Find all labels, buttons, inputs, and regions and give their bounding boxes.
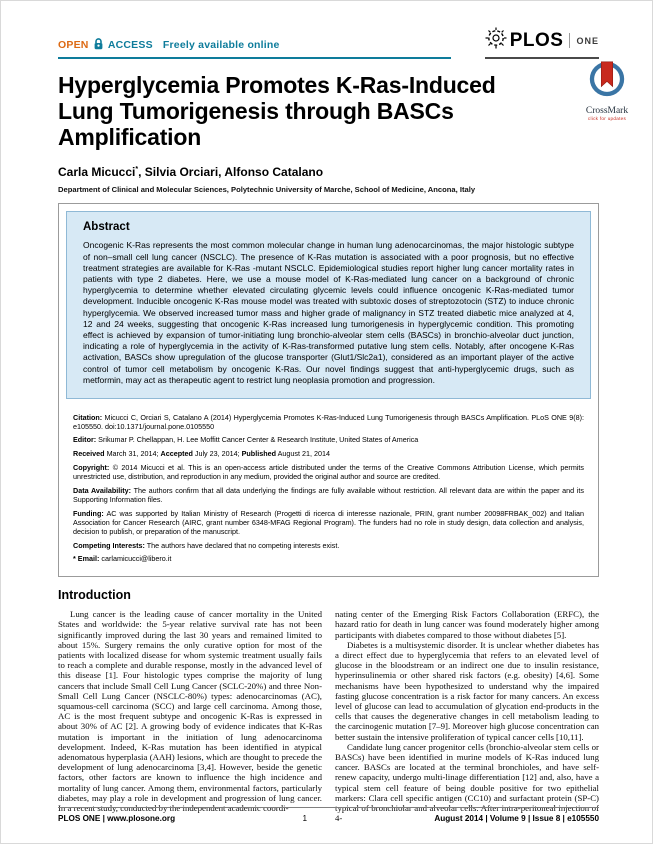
editor-line — [73, 435, 584, 444]
affiliation: Department of Clinical and Molecular Sciences, Polytechnic University of Marche, School of Medicine, Ancona, Italy — [58, 185, 476, 195]
editor-text: Srikumar P. Chellappan, H. Lee Moffitt Cancer Center & Research Institute, United States of America — [96, 435, 419, 445]
copyright-text: © 2014 Micucci et al. This is an open-access article distributed under the terms of the Creative Commons Attribution License, which permits unrestricted use, distribution, and reproduction in any medium, provided the original author and source are credited. — [73, 462, 584, 482]
authors-rest: , Silvia Orciari, Alfonso Catalano — [138, 165, 324, 180]
competing-interests-line — [73, 541, 584, 550]
accepted-date: July 23, 2014; — [192, 449, 242, 459]
abstract-heading: Abstract — [83, 221, 130, 234]
dates-line — [73, 449, 584, 458]
body-paragraph: Diabetes is a multisystemic disorder. It is unclear whether diabetes has a direct effect due to hyperglycemia that refers to an elevated level of glucose in the bloodstream or an indirect one due to insulin resistance, hyperinsulinemia or other shared risk factors (e.g. obesity) [4,6]. Some mechanisms have been hypothesized to understand why the impaired fasting glucose concentration is a risk factor for many cancers. An excess level of glucose can lead to accumulation of glycation end-products in the cells that causes the degenerative changes in cell metabolism leading to the carcinogenic mutation [7–9]. Moreover high glucose concentration can better sustain the intensive proliferation of typical cancer cells [10,11]. — [335, 639, 599, 742]
plos-logo — [485, 27, 599, 59]
plos-logo-divider — [569, 33, 570, 48]
funding-line — [73, 509, 584, 537]
plos-one-label: ONE — [576, 35, 599, 46]
copyright-label: Copyright: — [73, 462, 110, 472]
received-label: Received — [73, 449, 105, 459]
citation-label: Citation: — [73, 412, 103, 422]
body-paragraph: Candidate lung cancer progenitor cells (bronchio-alveolar stem cells or BASCs) have been identified in murine models of K-Ras induced lung cancer. BASCs are located at the terminal bronchioles, and have self-renew capacity, undergo multi-linage differentiation [12] and, also, have a typical stem cell feature of being double positive for two epithelial markers: Clara cell specific antigen (CC10) and surfactant protein (SP-C) typical of bronchiolar and alveolar cells. After intra-peritoneal injection of 4- — [335, 741, 599, 824]
body-paragraph: Lung cancer is the leading cause of cancer mortality in the United States and worldwide: the 5-year relative survival rate has not been significantly improved during the last 30 years and remained limited to about 15%. Surgery remains the only curative option for most of the patients with localized disease for whom systemic treatment usually fails to reach a complete and durable response, mostly in the advanced level of this disease [1]. Four histologic types comprise the majority of lung cancers that include Small Cell Lung Cancer (SCLC-20%) and three Non-Small Cell Lung Cancer (NSCLC-80%) types: adenocarcinomas (AC), squamous-cell carcinoma (SCC) and large cell carcinoma. Among those, AC is the most frequent subtype and oncogenic K-Ras is expressed in about 30% of AC [2]. A growing body of evidence indicates that K-Ras mutation is important in the initiation of lung adenocarcinoma development. Indeed, K-Ras mutation has been identified in atypical adenomatous hyperplasia (AAH) lesions, which are thought to precede the development of lung adenocarcinoma [3,4]. However, beside the genetic factors, other factors are known to influence the high incidence and mortality of lung cancer. Among them, environmental factors, particularly diabetes, may play a role in development and progression of lung cancer. In a recent study, conducted by the independent academic coordi- — [58, 609, 322, 813]
body-paragraph: nating center of the Emerging Risk Factors Collaboration (ERFC), the hazard ratio for death in lung cancer was found moderately higher among participants with diabetes compared to those without diabetes [5]. — [335, 609, 599, 640]
accepted-label: Accepted — [160, 449, 193, 459]
authors-line — [58, 165, 599, 179]
metadata-section — [59, 406, 598, 576]
crossmark-badge[interactable] — [578, 58, 636, 121]
published-label: Published — [241, 449, 276, 459]
competing-interests-label: Competing Interests: — [73, 540, 145, 550]
open-access-open-label: OPEN — [58, 39, 89, 51]
introduction-section — [58, 588, 599, 844]
published-date: August 21, 2014 — [275, 449, 330, 459]
masthead — [58, 27, 599, 59]
front-matter-box — [58, 203, 599, 577]
crossmark-tagline: click for updates — [587, 116, 627, 121]
funding-label: Funding: — [73, 508, 104, 518]
editor-label: Editor: — [73, 435, 97, 445]
plos-sketch-globe-icon — [485, 27, 507, 54]
citation-text: Micucci C, Orciari S, Catalano A (2014) Hyperglycemia Promotes K-Ras-Induced Lung Tumorigenesis through BASCs Amplification. PLoS ONE 9(8): e105550. doi:10.1371/journal.pone.0105550 — [73, 412, 584, 431]
citation-line — [73, 413, 584, 431]
article-title: Hyperglycemia Promotes K-Ras-Induced Lung Tumorigenesis through BASCs Amplification — [58, 72, 496, 150]
footer-issue: August 2014 | Volume 9 | Issue 8 | e105550 — [434, 814, 599, 823]
data-availability-text: The authors confirm that all data underlying the findings are fully available without restriction. All relevant data are within the paper and its Supporting Information files. — [73, 485, 584, 504]
received-date: March 31, 2014; — [104, 449, 161, 459]
email-link[interactable]: carlamicucci@libero.it — [99, 554, 172, 564]
email-label: * Email: — [73, 554, 100, 564]
abstract-text: Oncogenic K-Ras represents the most common molecular change in human lung adenocarcinomas, the major histologic subtype of non–small cell lung cancer (NSCLC). The presence of K-Ras mutation is associated with a poor prognosis, but no effective treatment strategies are available for K-Ras -mutant NSCLC. Epidemiological studies report higher lung cancer mortality rates in patients with type 2 diabetes. Here, we use a mouse model of K-Ras-mediated lung cancer on a background of chronic hyperglycemia to determine whether elevated circulating glycemic levels could influence oncogenic K-Ras-mediated tumor development. Inducible oncogenic K-Ras mouse model was treated with subtoxic doses of streptozotocin (STZ) to induce chronic hyperglycemia. We observed increased tumor mass and higher grade of malignancy in STZ treated diabetic mice analyzed at 4, 12 and 24 weeks, suggesting that oncogenic K-Ras increased lung tumorigenesis in hyperglycemic condition. This promoting effect is achieved by expansion of tumor-initiating lung bronchio-alveolar stem cells (BASCs) in bronchio-alveolar duct junction, indicating a role of hyperglycemia in the activity of K-Ras-transformed putative lung stem cells. Notably, after oncogene K-Ras activation, BASCs show upregulation of the glucose transporter (Glut1/Slc2a1), considered as an important player of the active control of tumor cell metabolism by oncogenic K-Ras. Our novel findings suggest that anti-hyperglycemic drugs, such as metformin, may act as therapeutic agent to restrict lung neoplasia promotion and progression. — [83, 240, 574, 385]
crossmark-bookmark-icon — [586, 87, 628, 104]
copyright-line — [73, 463, 584, 481]
data-availability-line — [73, 486, 584, 504]
introduction-heading: Introduction — [58, 588, 131, 603]
footer-page-number: 1 — [302, 814, 307, 823]
email-line — [73, 554, 584, 563]
data-availability-label: Data Availability: — [73, 485, 132, 495]
open-access-banner — [58, 38, 451, 59]
plos-wordmark: PLOS — [509, 29, 564, 51]
freely-available-label: Freely available online — [162, 39, 280, 51]
open-lock-icon — [93, 41, 107, 53]
footer-journal: PLOS ONE | www.plosone.org — [58, 814, 176, 823]
author-footnote-marker: * — [135, 166, 139, 174]
abstract-box — [66, 211, 591, 399]
author-first: Carla Micucci — [58, 165, 136, 180]
competing-interests-text: The authors have declared that no competing interests exist. — [144, 540, 340, 550]
crossmark-label: CrossMark — [585, 106, 629, 116]
page-footer — [58, 807, 599, 823]
open-access-access-label: ACCESS — [107, 39, 153, 51]
funding-text: AC was supported by Italian Ministry of Research (Progetti di ricerca di interesse nazionale, PRIN, grant number 20098FRBAK_002) and Italian Association for Cancer Research (AIRC, grant number 6348-MFAG Regional Program). The funders had no role in study design, data collection and analysis, decision to publish, or preparation of the manuscript. — [73, 508, 584, 537]
